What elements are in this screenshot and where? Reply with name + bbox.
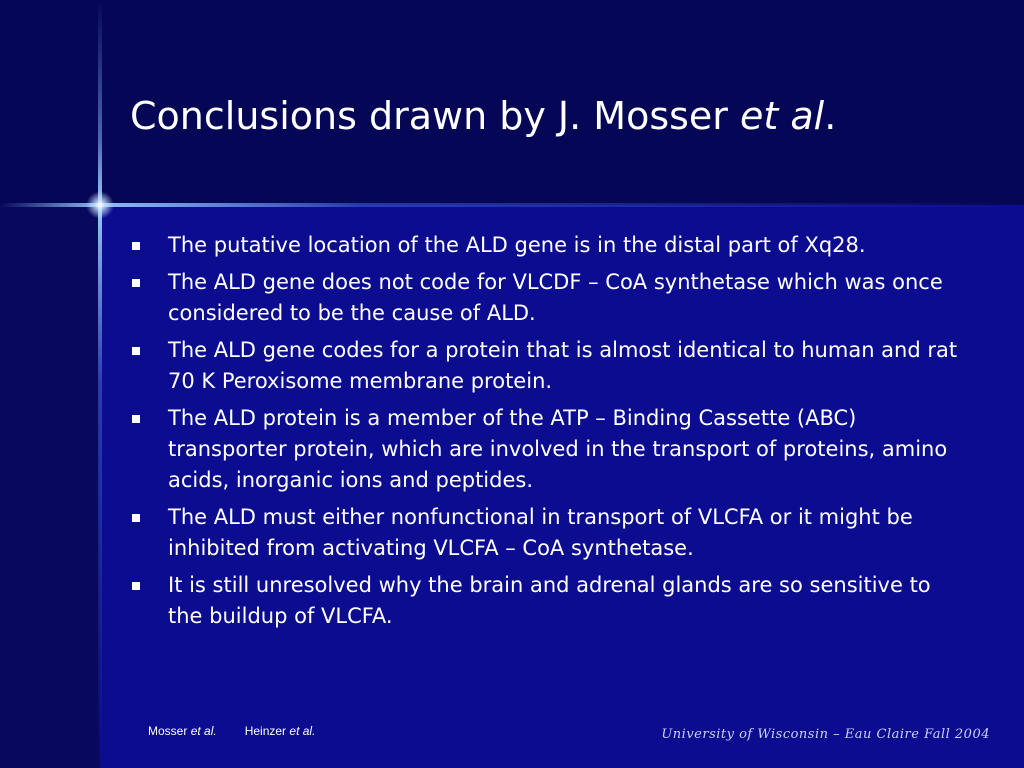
bullet-list: [130, 230, 960, 638]
bullet-text: The ALD protein is a member of the ATP – Binding Cassette (ABC) transporter protein, which are involved in the transport of proteins, amino acids, inorganic ions and peptides.: [168, 406, 948, 492]
footer-institution: University of Wisconsin – Eau Claire Fall 2004: [661, 727, 990, 742]
bullet-text: The ALD gene does not code for VLCDF – CoA synthetase which was once considered to be the cause of ALD.: [168, 270, 943, 325]
title-end: .: [824, 94, 837, 138]
star-sparkle-icon: [86, 191, 114, 219]
bullet-item: [130, 267, 960, 329]
bullet-text: The putative location of the ALD gene is in the distal part of Xq28.: [168, 233, 866, 257]
bullet-text: It is still unresolved why the brain and adrenal glands are so sensitive to the buildup of VLCFA.: [168, 573, 931, 628]
square-bullet-icon: [132, 415, 140, 423]
square-bullet-icon: [132, 242, 140, 250]
footer-ref1-name: Mosser: [148, 724, 191, 738]
bullet-text: The ALD gene codes for a protein that is almost identical to human and rat 70 K Peroxisome membrane protein.: [168, 338, 958, 393]
slide-title: [130, 92, 836, 140]
square-bullet-icon: [132, 279, 140, 287]
bullet-item: [130, 403, 960, 496]
bullet-text: The ALD must either nonfunctional in transport of VLCFA or it might be inhibited from activating VLCFA – CoA synthetase.: [168, 505, 913, 560]
bullet-item: [130, 335, 960, 397]
title-main: Conclusions drawn by J. Mosser: [130, 94, 741, 138]
square-bullet-icon: [132, 582, 140, 590]
square-bullet-icon: [132, 514, 140, 522]
bullet-item: [130, 230, 960, 261]
horizontal-light-line: [0, 203, 1024, 207]
footer-ref1-etal: et al.: [190, 724, 217, 738]
bullet-item: [130, 570, 960, 632]
title-emphasis: et al: [740, 94, 825, 138]
footer-ref2-name: Heinzer: [244, 724, 290, 738]
square-bullet-icon: [132, 347, 140, 355]
footer-references: [148, 724, 315, 738]
bullet-item: [130, 502, 960, 564]
vertical-light-line: [98, 0, 102, 768]
footer-ref2-etal: et al.: [289, 724, 316, 738]
